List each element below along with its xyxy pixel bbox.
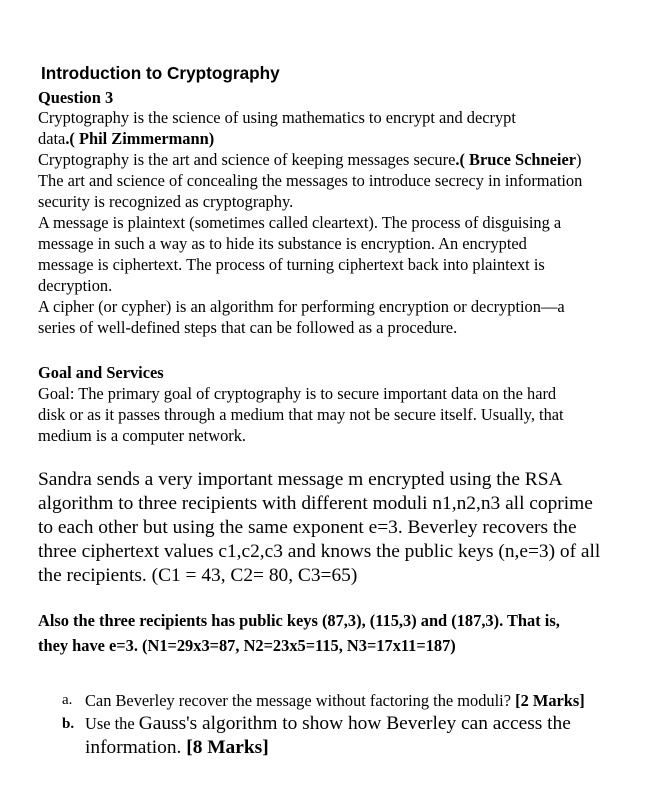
definition-text: Cryptography is the art and science of keeping messages secure	[38, 150, 456, 169]
question-b-continued	[85, 736, 269, 760]
goals-line: disk or as it passes through a medium that may not be secure itself. Usually, that	[38, 405, 564, 424]
definition-text: data	[38, 129, 66, 148]
goals-line: Goal: The primary goal of cryptography is to secure important data on the hard	[38, 384, 557, 403]
definition-text: )	[576, 150, 582, 169]
question-a-marks: [2 Marks]	[511, 691, 585, 710]
question-a-text: Can Beverley recover the message without factoring the moduli?	[85, 691, 512, 710]
document-title: Introduction to Cryptography	[41, 63, 280, 83]
definition-line: Cryptography is the science of using mathematics to encrypt and decrypt	[38, 108, 516, 127]
goals-heading: Goal and Services	[38, 363, 164, 382]
definition-line: A cipher (or cypher) is an algorithm for performing encryption or decryption—a	[38, 297, 565, 316]
definition-line: security is recognized as cryptography.	[38, 192, 294, 211]
question-b-marks: [8 Marks]	[181, 737, 269, 758]
scenario-line: the recipients. (C1 = 43, C2= 80, C3=65)	[38, 565, 358, 586]
citation-schneier: .( Bruce Schneier	[455, 150, 576, 169]
definition-line: message in such a way as to hide its substance is encryption. An encrypted	[38, 234, 527, 253]
definition-line	[38, 149, 581, 170]
definition-line: The art and science of concealing the messages to introduce secrecy in information	[38, 171, 583, 190]
definition-line: decryption.	[38, 276, 113, 295]
goals-line: medium is a computer network.	[38, 426, 247, 445]
question-a	[85, 690, 585, 711]
question-heading: Question 3	[38, 88, 114, 107]
definition-line: message is ciphertext. The process of turning ciphertext back into plaintext is	[38, 255, 545, 274]
public-keys-line: Also the three recipients has public keys (87,3), (115,3) and (187,3). That is,	[38, 611, 560, 630]
scenario-line: algorithm to three recipients with different moduli n1,n2,n3 all coprime	[38, 493, 593, 514]
question-b-line2: information.	[85, 737, 182, 758]
question-b-prefix: Use the	[85, 714, 139, 733]
question-b-text: Gauss's algorithm to show how Beverley can access the	[138, 713, 571, 734]
scenario-line: Sandra sends a very important message m encrypted using the RSA	[38, 469, 563, 490]
definition-line: series of well-defined steps that can be followed as a procedure.	[38, 318, 458, 337]
question-b	[85, 712, 571, 736]
definition-line	[38, 128, 214, 149]
question-b-marker: b.	[62, 716, 75, 732]
scenario-line: to each other but using the same exponent e=3. Beverley recovers the	[38, 517, 577, 538]
question-a-marker: a.	[62, 692, 73, 708]
definition-line: A message is plaintext (sometimes called cleartext). The process of disguising a	[38, 213, 562, 232]
citation-zimmermann: .( Phil Zimmermann)	[65, 129, 215, 148]
scenario-line: three ciphertext values c1,c2,c3 and knows the public keys (n,e=3) of all	[38, 541, 601, 562]
public-keys-line: they have e=3. (N1=29x3=87, N2=23x5=115, N3=17x11=187)	[38, 636, 456, 655]
